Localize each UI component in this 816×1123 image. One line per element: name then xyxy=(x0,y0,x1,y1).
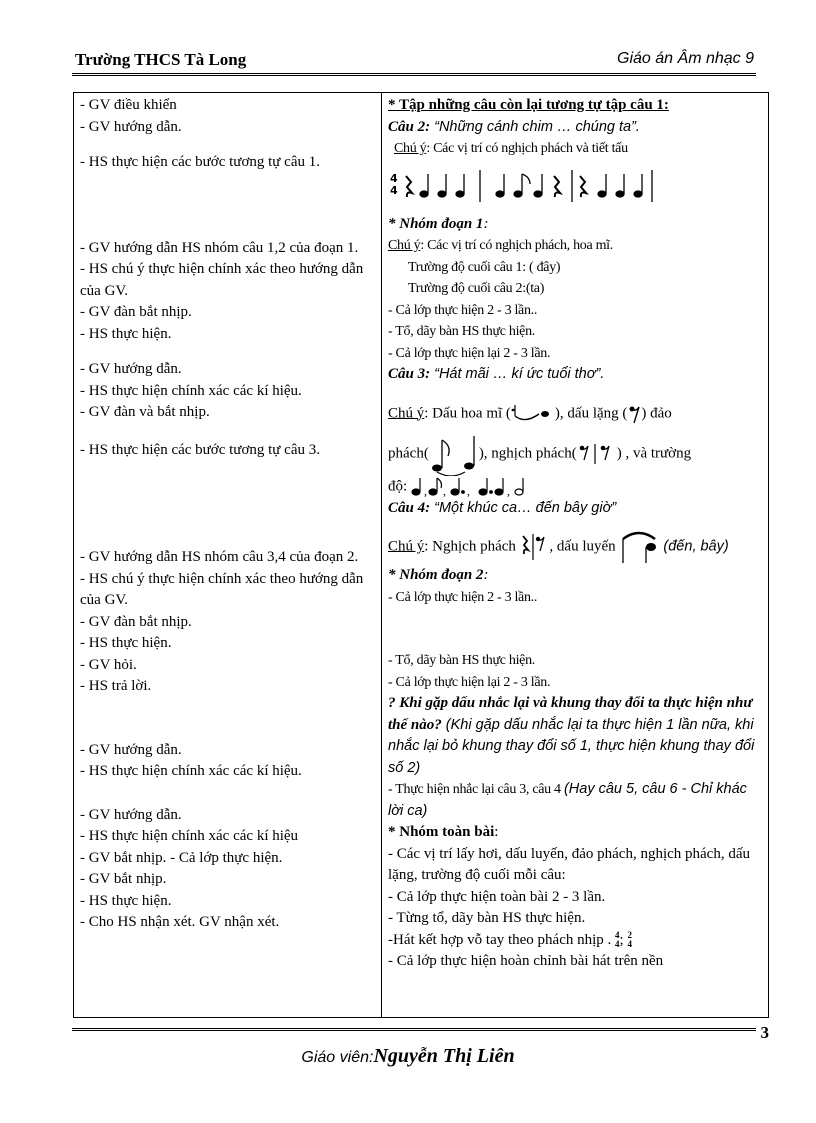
quarter-rest-icon xyxy=(554,176,560,197)
repeat-line: - Thực hiện nhắc lại câu 3, câu 4 (Hay câu 5, câu 6 - Chỉ khác lời ca) xyxy=(388,781,747,819)
tie-icon xyxy=(619,529,659,565)
activity-item: - Cho HS nhận xét. GV nhận xét. xyxy=(80,914,280,930)
activity-item: - GV hướng dẫn. xyxy=(80,741,182,758)
practice-line: - Các vị trí lấy hơi, dấu luyến, đảo phách, nghịch phách, dấu lặng, trường độ cuối mỗi câu: xyxy=(388,845,750,883)
activity-item: - HS thực hiện các bước tương tự câu 3. xyxy=(80,441,320,458)
sentence-2: Câu 2: “Những cánh chim … chúng ta”. xyxy=(388,118,640,135)
activity-item: - HS thực hiện. xyxy=(80,892,172,909)
time-signature-bottom: 4 xyxy=(390,183,398,197)
quarter-note-icon xyxy=(420,174,464,197)
syncopation-rest-icon xyxy=(520,532,546,562)
activity-item: - HS thực hiện chính xác các kí hiệu xyxy=(80,828,299,844)
sentence-4: Câu 4: “Một khúc ca… đến bây giờ” xyxy=(388,499,617,516)
svg-text:,: , xyxy=(423,483,427,498)
ending-1: Trường độ cuối câu 1: ( đây) xyxy=(408,259,561,275)
note-3-durations: độ: , , , , xyxy=(388,476,762,498)
svg-text:,: , xyxy=(442,483,446,498)
note-1: Chú ý: Các vị trí có nghịch phách và tiết tấu xyxy=(394,141,628,156)
group-1-heading: * Nhóm đoạn 1: xyxy=(388,215,489,232)
note-4: Chú ý: Nghịch phách , dấu luyến (đến, bây) xyxy=(388,529,762,565)
quarter-note-icon xyxy=(496,174,542,197)
activity-item: - HS thực hiện. xyxy=(80,635,172,651)
practice-line: - Cả lớp thực hiện lại 2 - 3 lần. xyxy=(388,674,551,690)
footer xyxy=(0,1045,816,1068)
practice-line: - Cả lớp thực hiện hoàn chỉnh bài hát trên nền xyxy=(388,953,664,969)
question-block: ? Khi gặp dấu nhắc lại và khung thay đổi ta thực hiện như thế nào? (Khi gặp dấu nhắc lại ta thực hiện 1 lần nữa, khi nhắc lại bỏ khung thay đổi số 1, thực hiện khung thay đổi số 2) xyxy=(388,695,755,776)
quarter-note-icon xyxy=(598,174,642,197)
ending-2: Trường độ cuối câu 2:(ta) xyxy=(408,281,545,296)
quarter-rest-icon xyxy=(406,176,412,197)
teacher-student-activities-column xyxy=(74,93,382,1018)
offbeat-rest-icon xyxy=(577,442,617,466)
group-3-heading: * Nhóm toàn bài: xyxy=(388,824,499,840)
note-3-cont: phách( ), nghịch phách( ) , và trường xyxy=(388,432,762,476)
activity-item: - GV hướng dẫn. xyxy=(80,806,182,823)
activity-list xyxy=(80,95,375,934)
note-2: Chú ý: Các vị trí có nghịch phách, hoa mĩ. xyxy=(388,238,613,253)
activity-item: - GV bắt nhịp. xyxy=(80,871,167,887)
activity-item: - HS thực hiện chính xác các kí hiệu. xyxy=(80,763,302,779)
footer-rule xyxy=(72,1028,756,1031)
svg-text:,: , xyxy=(506,483,510,498)
activity-item: - GV đàn bắt nhịp. xyxy=(80,304,192,320)
practice-line: - Tổ, dãy bàn HS thực hiện. xyxy=(388,653,535,668)
time-signature-top: 4 xyxy=(390,171,398,185)
time-signature-4-4: 4 4 xyxy=(615,930,620,950)
activity-item: - HS thực hiện chính xác các kí hiệu. xyxy=(80,382,302,399)
activity-item: - HS chú ý thực hiện chính xác theo hướng dẫn của GV. xyxy=(80,261,364,299)
practice-line: - Cả lớp thực hiện toàn bài 2 - 3 lần. xyxy=(388,888,606,905)
activity-item: - HS thực hiện. xyxy=(80,325,172,342)
page-number: 3 xyxy=(760,1023,769,1042)
activity-item: - HS chú ý thực hiện chính xác theo hướng dẫn của GV. xyxy=(80,570,364,608)
activity-item: - GV điều khiển xyxy=(80,97,177,113)
sentence-3: Câu 3: “Hát mãi … kí ức tuổi thơ”. xyxy=(388,366,605,382)
activity-item: - GV hướng dẫn. xyxy=(80,361,182,377)
note-durations-icon xyxy=(411,476,541,498)
header-rule xyxy=(72,73,756,76)
lesson-table xyxy=(73,92,769,1018)
practice-heading: * Tập những câu còn lại tương tự tập câu 1: xyxy=(388,97,669,113)
activity-item: - GV đàn và bắt nhịp. xyxy=(80,404,210,420)
teacher-label: Giáo viên: xyxy=(301,1049,374,1066)
practice-line: - Từng tổ, dãy bàn HS thực hiện. xyxy=(388,910,586,926)
practice-line: - Cả lớp thực hiện 2 - 3 lần.. xyxy=(388,589,538,605)
note-3: Chú ý: Dấu hoa mĩ ( ), dấu lặng ( ) đảo xyxy=(388,402,762,426)
activity-item: - GV đàn bắt nhịp. xyxy=(80,613,192,630)
practice-line: - Tổ, dãy bàn HS thực hiện. xyxy=(388,324,535,339)
ornament-icon xyxy=(511,402,555,426)
syncopation-icon xyxy=(429,432,479,476)
document-title: Giáo án Âm nhạc 9 xyxy=(617,50,754,67)
activity-item: - GV hướng dẫn HS nhóm câu 3,4 của đoạn 2. xyxy=(80,549,359,565)
practice-line: - Cả lớp thực hiện lại 2 - 3 lần. xyxy=(388,345,551,361)
rhythm-notation-icon xyxy=(388,164,688,208)
activity-item: - GV bắt nhịp. - Cả lớp thực hiện. xyxy=(80,849,283,866)
school-name: Trường THCS Tà Long xyxy=(75,50,247,69)
clap-line: -Hát kết hợp vỗ tay theo phách nhịp . 4 4; 2 4 xyxy=(388,930,632,950)
activity-item: - GV hướng dẫn HS nhóm câu 1,2 của đoạn 1. xyxy=(80,239,359,256)
group-2-heading: * Nhóm đoạn 2: xyxy=(388,567,489,583)
time-signature-2-4: 2 4 xyxy=(627,930,632,950)
activity-item: - GV hướng dẫn. xyxy=(80,118,182,135)
quarter-rest-icon xyxy=(580,176,586,197)
lesson-content-column xyxy=(382,93,769,1018)
svg-text:,: , xyxy=(466,483,470,498)
practice-line: - Cả lớp thực hiện 2 - 3 lần.. xyxy=(388,302,538,318)
teacher-name: Nguyễn Thị Liên xyxy=(373,1045,515,1067)
activity-item: - GV hỏi. xyxy=(80,656,137,673)
eighth-rest-icon xyxy=(627,402,641,426)
activity-item: - HS thực hiện các bước tương tự câu 1. xyxy=(80,154,320,170)
activity-item: - HS trả lời. xyxy=(80,678,152,694)
